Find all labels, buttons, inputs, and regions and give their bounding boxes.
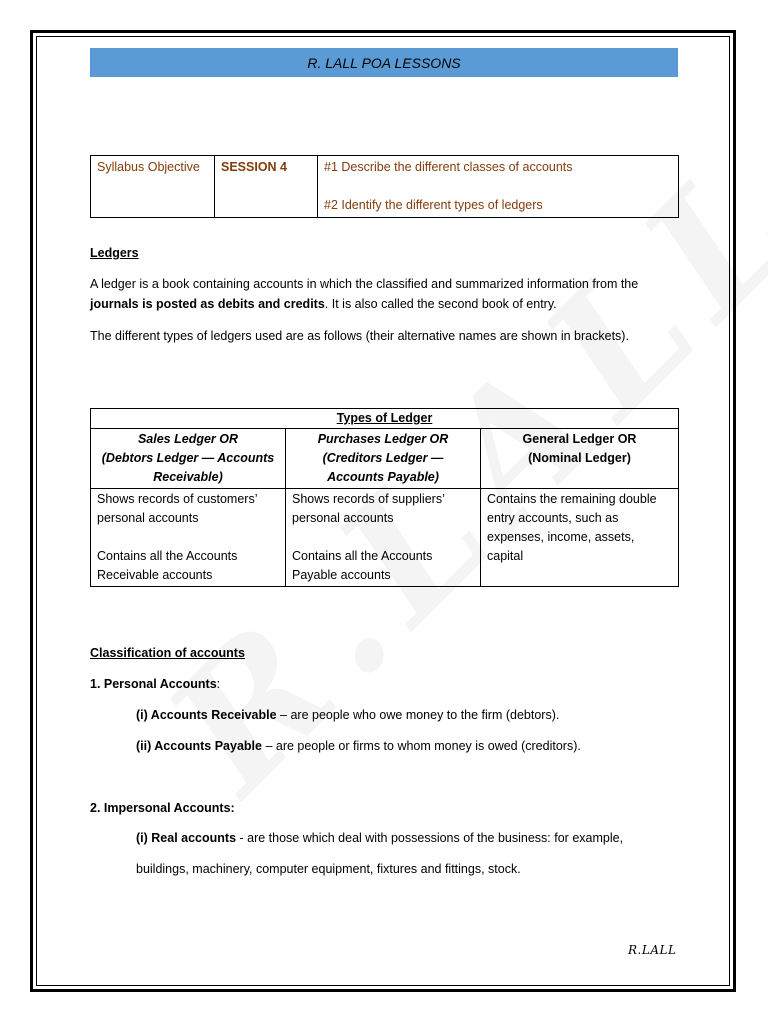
real-accounts-label: (i) Real accounts	[136, 831, 237, 845]
syllabus-objective-table	[90, 155, 679, 218]
accounts-receivable-label: (i) Accounts Receivable	[136, 708, 277, 722]
para1-start: A ledger is a book containing accounts in which the classified and summarized information from the	[90, 277, 639, 291]
real-accounts-item	[136, 828, 696, 848]
general-ledger-desc-1: Contains the remaining double entry accounts, such as expenses, income, assets, capital	[487, 492, 657, 563]
para1-bold: journals is posted as debits and credits	[90, 297, 325, 311]
session-cell: SESSION 4	[215, 156, 318, 218]
personal-accounts-label: 1. Personal Accounts	[90, 677, 217, 691]
purchases-ledger-line3: Accounts Payable)	[327, 470, 439, 484]
ledger-definition-paragraph	[90, 274, 682, 314]
personal-accounts-colon: :	[216, 677, 221, 691]
real-accounts-text: - are those which deal with possessions of the business: for example,	[236, 831, 624, 845]
personal-accounts-heading	[90, 674, 682, 694]
purchases-ledger-line2: (Creditors Ledger —	[322, 451, 444, 465]
general-ledger-header	[481, 429, 679, 489]
accounts-payable-text: – are people or firms to whom money is owed (creditors).	[261, 739, 581, 753]
sales-ledger-line3: Receivable)	[153, 470, 223, 484]
sales-ledger-description	[91, 489, 286, 587]
sales-ledger-line1: Sales Ledger OR	[137, 432, 239, 446]
sales-ledger-header	[91, 429, 286, 489]
author-signature: R.LALL	[628, 943, 677, 957]
general-ledger-line2: (Nominal Ledger)	[528, 451, 631, 465]
accounts-receivable-item	[136, 705, 696, 725]
purchases-ledger-description	[286, 489, 481, 587]
sales-ledger-desc-2: Contains all the Accounts Receivable accounts	[97, 549, 238, 582]
accounts-payable-item	[136, 736, 696, 756]
ledger-table-title: Types of Ledger	[91, 409, 679, 429]
purchases-ledger-line1: Purchases Ledger OR	[317, 432, 449, 446]
objectives-cell	[318, 156, 679, 218]
purchases-ledger-header	[286, 429, 481, 489]
sales-ledger-desc-1: Shows records of customers’ personal accounts	[97, 492, 258, 525]
objective-2: #2 Identify the different types of ledgers	[324, 198, 543, 212]
real-accounts-examples: buildings, machinery, computer equipment, fixtures and fittings, stock.	[136, 862, 521, 876]
page-header-banner	[90, 48, 678, 77]
impersonal-accounts-heading: 2. Impersonal Accounts:	[90, 801, 235, 815]
purchases-ledger-desc-1: Shows records of suppliers’ personal accounts	[292, 492, 445, 525]
para1-end: . It is also called the second book of entry.	[324, 297, 557, 311]
objective-label-cell: Syllabus Objective	[91, 156, 215, 218]
ledger-types-intro: The different types of ledgers used are as follows (their alternative names are shown in brackets).	[90, 329, 629, 343]
types-of-ledger-table	[90, 408, 679, 587]
accounts-receivable-text: – are people who owe money to the firm (debtors).	[276, 708, 560, 722]
sales-ledger-line2: (Debtors Ledger — Accounts	[101, 451, 275, 465]
accounts-payable-label: (ii) Accounts Payable	[136, 739, 262, 753]
page-title: R. LALL POA LESSONS	[307, 54, 461, 71]
ledgers-heading: Ledgers	[90, 246, 139, 260]
general-ledger-line1: General Ledger OR	[522, 432, 637, 446]
classification-heading: Classification of accounts	[90, 646, 245, 660]
objective-1: #1 Describe the different classes of accounts	[324, 160, 573, 174]
purchases-ledger-desc-2: Contains all the Accounts Payable accounts	[292, 549, 433, 582]
general-ledger-description	[481, 489, 679, 587]
